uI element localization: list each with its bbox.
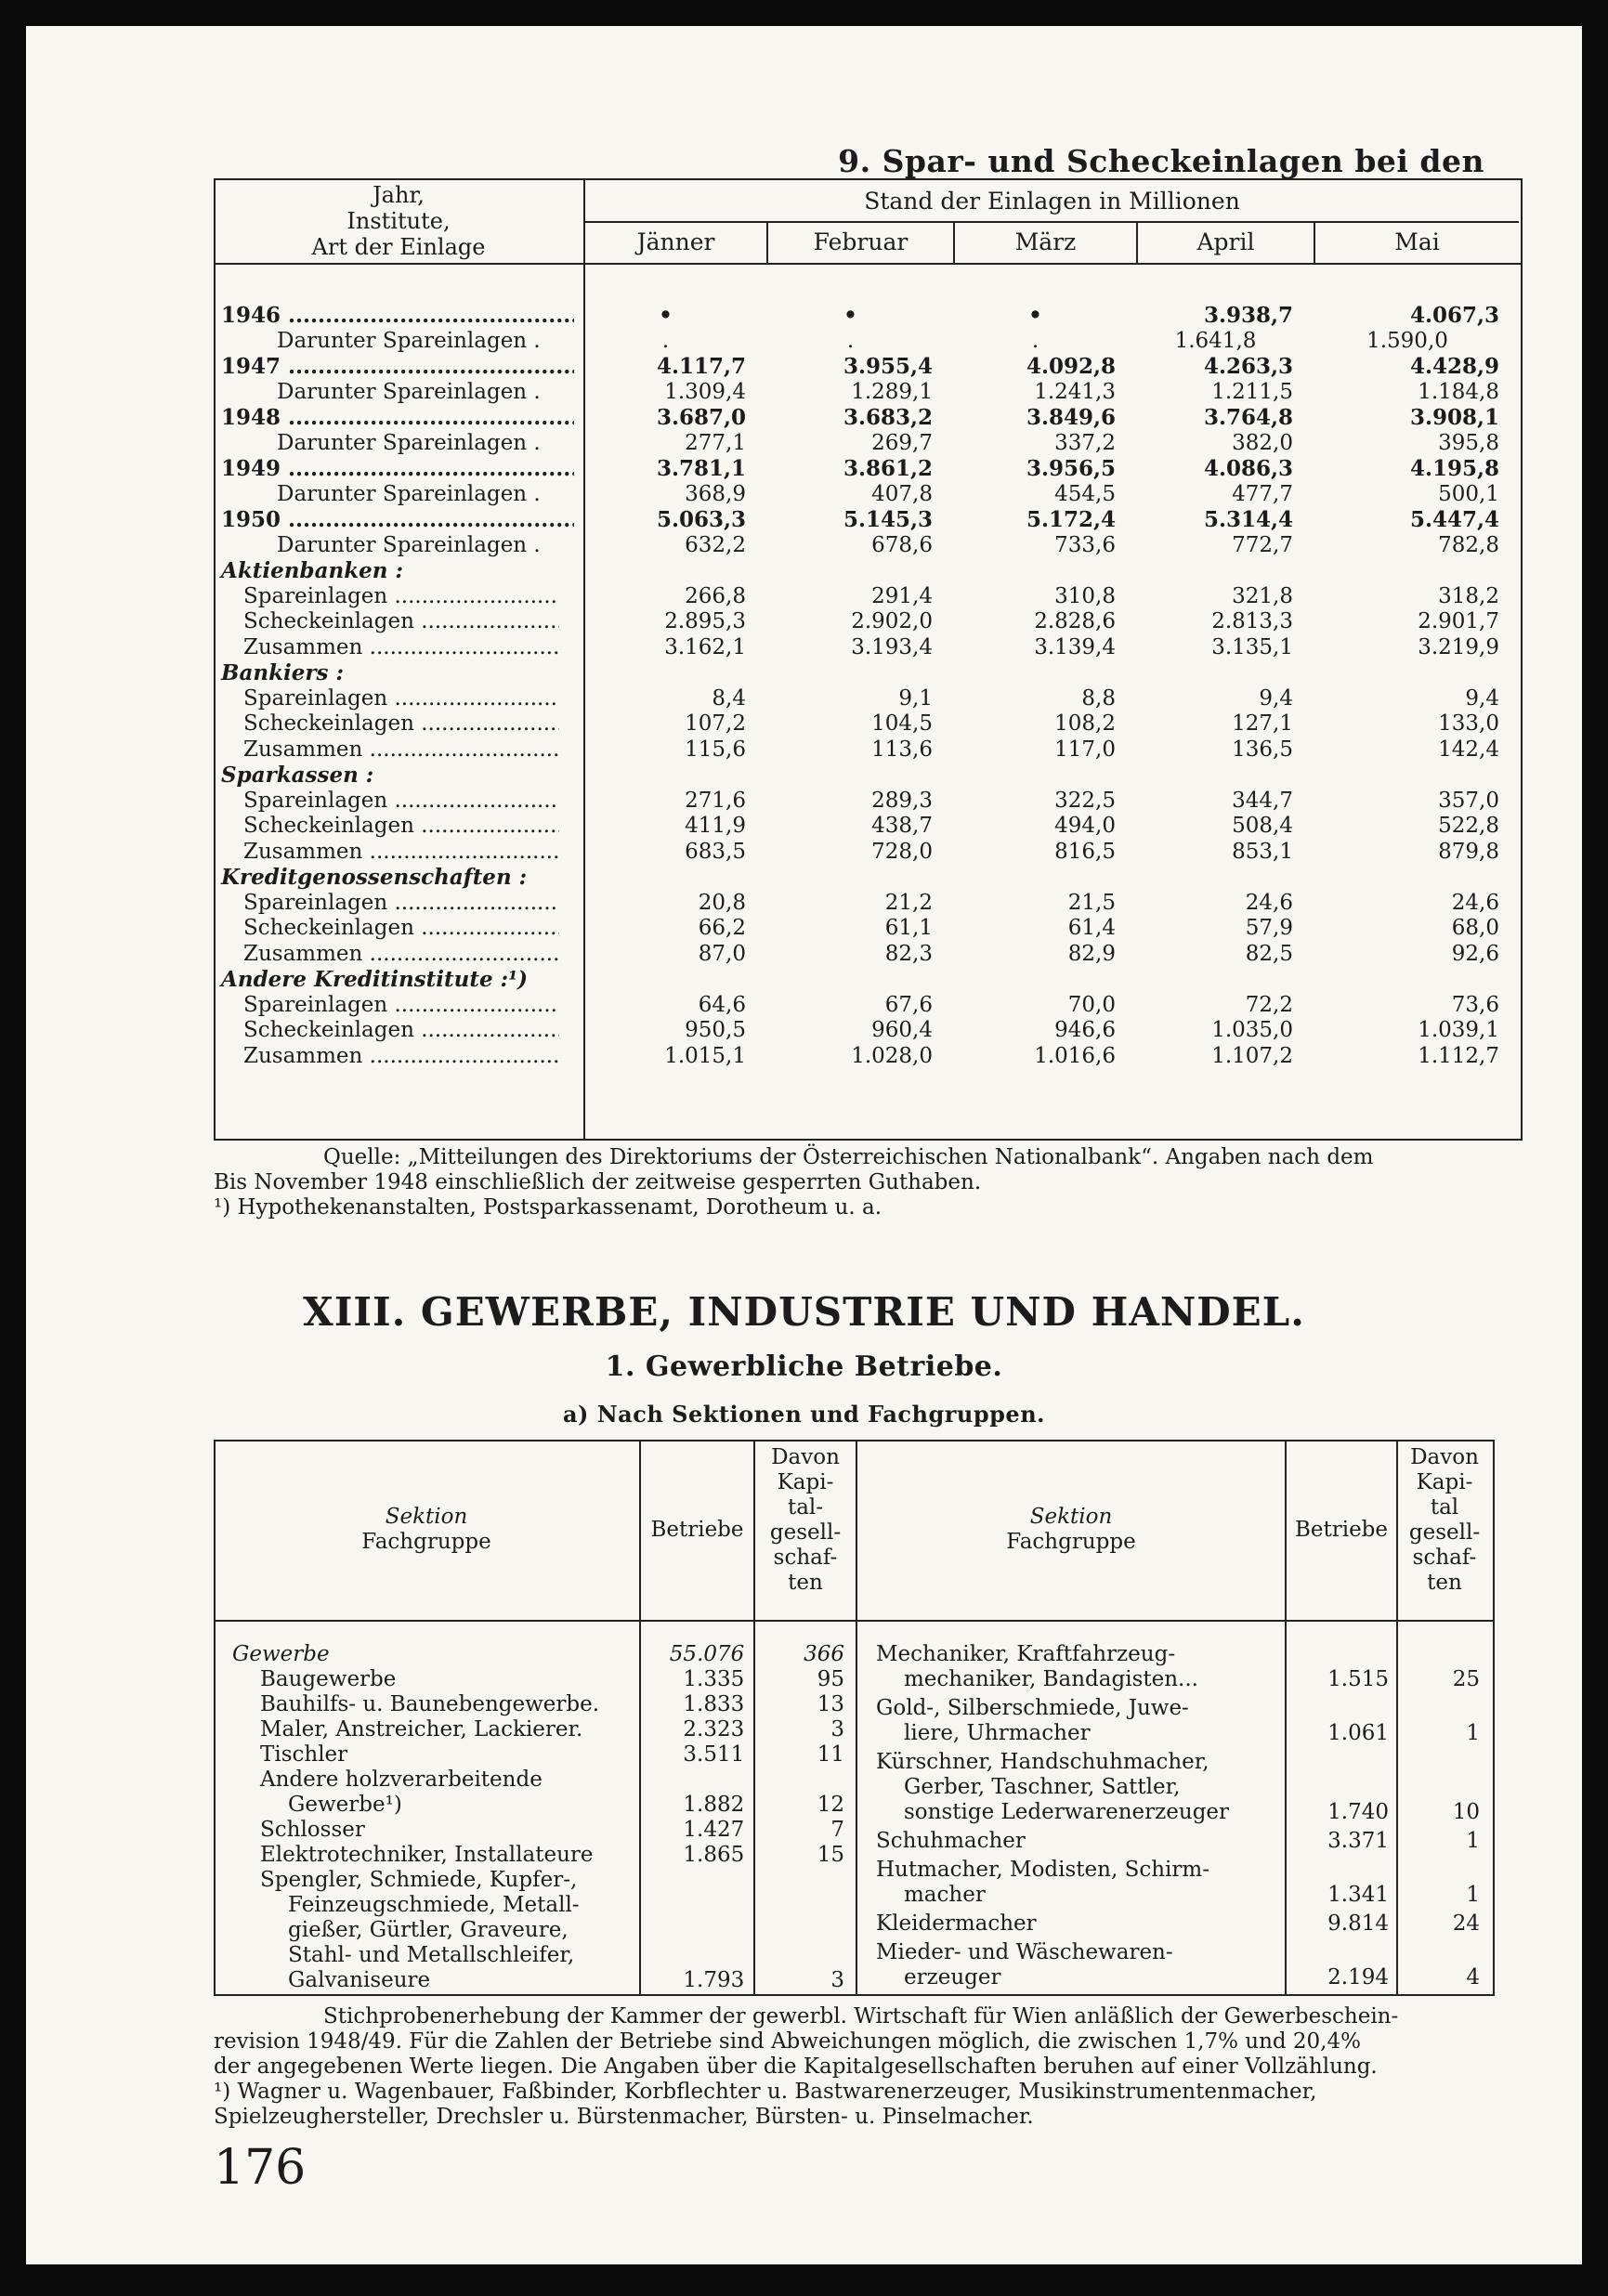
row-label: Spareinlagen ..... [214,993,585,1019]
table-row [214,354,1522,380]
table-row [214,558,1522,584]
list-item: Mechaniker, Kraftfahrzeug- mechaniker, Bandagisten... 1.515 25 [857,1642,1491,1692]
betriebe-value: 3.371 [1327,1829,1389,1853]
list-item: Andere holzverarbeitende Gewerbe¹) 1.882 12 [214,1768,856,1818]
row-label: Zusammen ..... [214,737,585,763]
cell-value: 117,0 [1054,737,1116,762]
footnote: ¹) Wagner u. Wagenbauer, Faßbinder, Korbflechter u. Bastwarenerzeuger, Musikinstrumentenmacher, [214,2080,1317,2104]
cell-value: . [846,328,855,353]
table-row [214,967,1522,993]
cell-value: 3.908,1 [1409,405,1499,430]
cell-value: 318,2 [1438,583,1499,608]
table-row [214,329,1522,355]
table1-row-header: Jahr, Institute, Art der Einlage [311,182,486,260]
table-row [214,840,1522,866]
betriebe-value: 3.511 [683,1742,745,1767]
table-row [214,431,1522,457]
cell-value: 2.828,6 [1034,609,1116,633]
cell-value: 4.263,3 [1203,354,1293,379]
cell-value: 73,6 [1451,992,1499,1017]
list-item: Baugewerbe 1.335 95 [214,1667,856,1692]
row-label: Darunter Spareinlagen . [277,379,541,404]
davon-value: 25 [1452,1667,1480,1691]
cell-value: 68,0 [1451,916,1499,940]
row-label: Sparkassen : [221,763,374,788]
cell-value: 24,6 [1451,890,1499,915]
cell-value [585,763,768,789]
cell-value: 4.086,3 [1203,456,1293,481]
cell-value [768,865,955,891]
cell-value: 853,1 [1232,839,1293,864]
table-row [214,686,1522,712]
davon-value: 3 [830,1968,844,1992]
list-item: Schuhmacher 3.371 1 [857,1829,1491,1854]
table-row [214,380,1522,406]
cell-value [1315,660,1522,686]
davon-header-right: Davon Kapi- tal gesell- schaf- ten [1408,1445,1481,1595]
cell-value: 322,5 [1054,788,1116,813]
betriebe-header: Betriebe [650,1518,744,1542]
cell-value [955,967,1138,993]
list-item: Bauhilfs- u. Baunebengewerbe. 1.833 13 [214,1692,856,1717]
davon-value: 10 [1452,1800,1480,1824]
cell-value [1315,763,1522,789]
cell-value: 500,1 [1438,481,1499,506]
row-label: Darunter Spareinlagen . [277,532,541,557]
cell-value [585,865,768,891]
betriebe-value: 1.833 [683,1692,745,1716]
cell-value: 5.145,3 [843,507,933,532]
cell-value: 733,6 [1054,532,1116,557]
cell-value: 3.219,9 [1418,634,1499,659]
cell-value: 522,8 [1438,814,1499,838]
table2-notes [214,2004,1547,2130]
davon-value: 366 [804,1642,844,1666]
table1-body [214,303,1522,1069]
row-label: Kreditgenossenschaften : [221,865,528,890]
list-item: Kleidermacher 9.814 24 [857,1911,1491,1937]
cell-value: 5.447,4 [1409,507,1499,532]
table-row [214,405,1522,431]
davon-header: Davon Kapi- tal- gesell- schaf- ten [769,1445,842,1595]
cell-value: 411,9 [685,814,746,838]
cell-value: 269,7 [871,430,933,455]
cell-value: 20,8 [698,890,746,915]
list-item: Gewerbe 55.076 366 [214,1642,856,1667]
cell-value: 5.063,3 [656,507,746,532]
cell-value: 1.015,1 [664,1043,746,1068]
cell-value: 61,4 [1067,916,1116,940]
betriebe-value: 55.076 [669,1642,745,1666]
row-label: Bankiers : [221,660,344,685]
cell-value: 3.193,4 [851,634,933,659]
table1-header-bottom-rule [214,263,1521,265]
table-row [214,456,1522,482]
cell-value: 368,9 [685,481,746,506]
cell-value: • [659,303,673,328]
cell-value [1315,865,1522,891]
note-line: Stichprobenerhebung der Kammer der gewerbl. Wirtschaft für Wien anläßlich der Gewerbeschein- [323,2004,1399,2029]
betriebe-value: 1.427 [683,1818,745,1842]
cell-value: 107,2 [685,711,746,736]
davon-value: 1 [1466,1721,1480,1745]
cell-value: 3.938,7 [1203,303,1293,328]
cell-value: 61,1 [884,916,933,940]
cell-value: 57,9 [1245,916,1293,940]
table-row [214,1018,1522,1044]
cell-value: 72,2 [1245,992,1293,1017]
cell-value [1138,763,1315,789]
cell-value: 357,0 [1438,788,1499,813]
note-line: revision 1948/49. Für die Zahlen der Betriebe sind Abweichungen möglich, die zwischen 1,7% und 20,4% [214,2029,1361,2054]
davon-value: 15 [817,1843,844,1867]
list-item: Elektrotechniker, Installateure 1.865 15 [214,1843,856,1868]
cell-value: 92,6 [1451,941,1499,966]
table-row [214,609,1522,635]
cell-value: 4.067,3 [1409,303,1499,328]
sektion-header-right: Sektion Fachgruppe [1006,1505,1136,1554]
cell-value: 3.849,6 [1026,405,1116,430]
row-label: 1947 ..... [214,354,585,380]
cell-value [585,660,768,686]
cell-value: 1.309,4 [664,379,746,404]
cell-value: 477,7 [1232,481,1293,506]
betriebe-value: 2.194 [1327,1965,1389,1989]
betriebe-value: 1.341 [1327,1883,1389,1907]
davon-value: 12 [817,1793,844,1817]
row-label: Spareinlagen ..... [214,789,585,815]
list-item: Schlosser 1.427 7 [214,1818,856,1843]
table1-header-rule [585,221,1519,223]
table2-right-body [857,1642,1491,1994]
cell-value [768,660,955,686]
cell-value [585,558,768,584]
cell-value: 266,8 [685,583,746,608]
list-item: Spengler, Schmiede, Kupfer-, Feinzeugschmiede, Metall- gießer, Gürtler, Graveure, Stahl- und Metallschleifer, Galvaniseure 1.793 3 [214,1868,856,1993]
row-label: Zusammen ..... [214,635,585,661]
cell-value: 277,1 [685,430,746,455]
cell-value [1138,865,1315,891]
cell-value [955,558,1138,584]
davon-value: 95 [817,1667,844,1691]
list-item: Mieder- und Wäschewaren- erzeuger 2.194 4 [857,1940,1491,1990]
section-title: 9. Spar- und Scheckeinlagen bei den [838,143,1484,179]
cell-value: 2.895,3 [664,609,746,633]
cell-value [768,967,955,993]
row-label: Zusammen ..... [214,942,585,968]
row-label: Scheckeinlagen ..... [214,711,585,737]
table-row [214,533,1522,559]
cell-value: 382,0 [1232,430,1293,455]
row-label: Darunter Spareinlagen . [277,430,541,455]
cell-value [1138,660,1315,686]
cell-value: 3.162,1 [664,634,746,659]
betriebe-value: 1.515 [1327,1667,1389,1691]
davon-value: 24 [1452,1911,1480,1936]
subtitle: 1. Gewerbliche Betriebe. [605,1350,1003,1383]
cell-value: 21,2 [884,890,933,915]
cell-value: 1.035,0 [1211,1018,1293,1042]
row-label: Scheckeinlagen ..... [214,814,585,840]
cell-value: 3.683,2 [843,405,933,430]
cell-value: 291,4 [871,583,933,608]
table-row [214,584,1522,610]
table2-left-body [214,1642,856,1993]
row-label: 1949 ..... [214,456,585,482]
cell-value: 3.955,4 [843,354,933,379]
cell-value [1315,967,1522,993]
davon-value: 4 [1466,1965,1480,1989]
table-row [214,303,1522,329]
note-line: der angegebenen Werte liegen. Die Angaben über die Kapitalgesellschaften beruhen auf einer Vollzählung. [214,2055,1378,2079]
betriebe-value: 2.323 [683,1717,745,1742]
row-label: 1950 ..... [214,507,585,533]
cell-value [955,763,1138,789]
cell-value: 9,4 [1465,685,1499,711]
row-label: 1948 ..... [214,405,585,431]
cell-value: 142,4 [1438,737,1499,762]
footnote: ¹) Hypothekenanstalten, Postsparkassenamt, Dorotheum u. a. [214,1195,882,1220]
cell-value: 950,5 [685,1018,746,1042]
betriebe-value: 1.335 [683,1667,745,1691]
list-item: Maler, Anstreicher, Lackierer. 2.323 3 [214,1717,856,1742]
cell-value: 728,0 [871,839,933,864]
subtitle-a: a) Nach Sektionen und Fachgruppen. [562,1401,1046,1428]
cell-value: 3.861,2 [843,456,933,481]
cell-value: 5.172,4 [1026,507,1116,532]
cell-value: 494,0 [1054,814,1116,838]
table1-span-header: Stand der Einlagen in Millionen [864,188,1240,215]
cell-value: . [1031,328,1039,353]
betriebe-value: 1.740 [1327,1800,1389,1824]
cell-value: 3.139,4 [1034,634,1116,659]
cell-value: 678,6 [871,532,933,557]
cell-value: 1.211,5 [1211,379,1293,404]
cell-value [768,763,955,789]
cell-value: 3.764,8 [1203,405,1293,430]
page [26,26,1582,2264]
table-row [214,891,1522,917]
cell-value: 136,5 [1232,737,1293,762]
table-row [214,865,1522,891]
row-label: Scheckeinlagen ..... [214,916,585,942]
row-label: 1946 ..... [214,303,585,329]
cell-value: 4.195,8 [1409,456,1499,481]
row-label: Spareinlagen ..... [214,584,585,610]
betriebe-value: 1.061 [1327,1721,1389,1745]
cell-value: 133,0 [1438,711,1499,736]
cell-value [1315,558,1522,584]
cell-value: 2.813,3 [1211,609,1293,633]
cell-value: 438,7 [871,814,933,838]
betriebe-value: 9.814 [1327,1911,1389,1936]
cell-value [955,660,1138,686]
table-row [214,916,1522,942]
cell-value: 2.902,0 [851,609,933,633]
cell-value: 108,2 [1054,711,1116,736]
cell-value: 115,6 [685,737,746,762]
month-header: März [1014,228,1077,255]
table-row [214,942,1522,968]
month-header: Februar [813,228,909,255]
cell-value: 8,8 [1081,685,1116,711]
cell-value: 782,8 [1438,532,1499,557]
list-item: Kürschner, Handschuhmacher, Gerber, Taschner, Sattler, sonstige Lederwarenerzeuger 1.740 10 [857,1750,1491,1825]
cell-value: 4.117,7 [656,354,746,379]
cell-value: 1.641,8 [1174,328,1257,353]
table1-notes [214,1145,1542,1220]
row-label: Scheckeinlagen ..... [214,1018,585,1044]
cell-value: 1.039,1 [1418,1018,1499,1042]
davon-value: 7 [830,1818,844,1842]
list-item: Tischler 3.511 11 [214,1742,856,1768]
month-header: Jänner [636,228,715,255]
cell-value: • [843,303,857,328]
footnote-cont: Spielzeughersteller, Drechsler u. Bürstenmacher, Bürsten- u. Pinselmacher. [214,2105,1034,2129]
row-label: Andere Kreditinstitute :¹) [221,967,529,992]
row-label: Aktienbanken : [221,558,403,583]
cell-value: 4.092,8 [1026,354,1116,379]
cell-value: 21,5 [1067,890,1116,915]
cell-value: 104,5 [871,711,933,736]
cell-value: • [1028,303,1042,328]
row-label: Scheckeinlagen ..... [214,609,585,635]
row-label: Spareinlagen ..... [214,891,585,917]
cell-value: 1.184,8 [1418,379,1499,404]
row-label: Darunter Spareinlagen . [277,328,541,353]
cell-value: 3.781,1 [656,456,746,481]
cell-value [768,558,955,584]
table-row [214,507,1522,533]
davon-value: 11 [817,1742,844,1767]
betriebe-value: 1.882 [683,1793,745,1817]
cell-value: 2.901,7 [1418,609,1499,633]
davon-value: 13 [817,1692,844,1716]
betriebe-value: 1.793 [683,1968,745,1992]
table-row [214,763,1522,789]
cell-value: 344,7 [1232,788,1293,813]
row-label: Darunter Spareinlagen . [277,481,541,506]
cell-value: 816,5 [1054,839,1116,864]
cell-value: 113,6 [871,737,933,762]
cell-value: 87,0 [698,941,746,966]
table-row [214,1044,1522,1070]
cell-value: 683,5 [685,839,746,864]
table-row [214,789,1522,815]
cell-value: 66,2 [698,916,746,940]
source-note: Quelle: „Mitteilungen des Direktoriums der Österreichischen Nationalbank“. Angaben nach dem [323,1145,1374,1169]
cell-value: 289,3 [871,788,933,813]
cell-value: 67,6 [884,992,933,1017]
cell-value: 3.135,1 [1211,634,1293,659]
table-row [214,711,1522,737]
cell-value [585,967,768,993]
cell-value: 64,6 [698,992,746,1017]
cell-value: 9,4 [1259,685,1293,711]
table-row [214,814,1522,840]
cell-value: 82,9 [1067,941,1116,966]
page-number: 176 [214,2140,307,2196]
cell-value [955,865,1138,891]
cell-value: 9,1 [898,685,933,711]
cell-value: 632,2 [685,532,746,557]
cell-value: 1.028,0 [851,1043,933,1068]
cell-value: 24,6 [1245,890,1293,915]
cell-value: 1.107,2 [1211,1043,1293,1068]
cell-value: 772,7 [1232,532,1293,557]
cell-value: 3.956,5 [1026,456,1116,481]
cell-value: 82,3 [884,941,933,966]
table-row [214,737,1522,763]
cell-value: . [661,328,670,353]
cell-value: 1.289,1 [851,379,933,404]
cell-value: 395,8 [1438,430,1499,455]
cell-value: 8,4 [712,685,746,711]
list-item: Hutmacher, Modisten, Schirm- macher 1.341 1 [857,1858,1491,1908]
month-header: April [1196,228,1255,255]
row-label: Spareinlagen ..... [214,686,585,712]
cell-value: 70,0 [1067,992,1116,1017]
table-row [214,993,1522,1019]
row-label: Zusammen ..... [214,840,585,866]
betriebe-value: 1.865 [683,1843,745,1867]
cell-value: 1.016,6 [1034,1043,1116,1068]
cell-value: 321,8 [1232,583,1293,608]
cell-value: 1.590,0 [1366,328,1448,353]
cell-value: 879,8 [1438,839,1499,864]
cell-value: 310,8 [1054,583,1116,608]
davon-value: 3 [830,1717,844,1742]
row-label: Zusammen ..... [214,1044,585,1070]
table-row [214,660,1522,686]
cell-value: 337,2 [1054,430,1116,455]
davon-value: 1 [1466,1883,1480,1907]
list-item: Gold-, Silberschmiede, Juwe- liere, Uhrmacher 1.061 1 [857,1696,1491,1746]
month-header: Mai [1394,228,1440,255]
chapter-title: XIII. GEWERBE, INDUSTRIE UND HANDEL. [303,1289,1305,1335]
cell-value [1138,967,1315,993]
davon-value: 1 [1466,1829,1480,1853]
cell-value [1138,558,1315,584]
cell-value: 1.241,3 [1034,379,1116,404]
cell-value: 3.687,0 [656,405,746,430]
betriebe-header-right: Betriebe [1294,1518,1389,1542]
table2-header-rule [214,1620,1493,1622]
cell-value: 960,4 [871,1018,933,1042]
cell-value: 508,4 [1232,814,1293,838]
cell-value: 1.112,7 [1418,1043,1499,1068]
table-row [214,635,1522,661]
cell-value: 946,6 [1054,1018,1116,1042]
cell-value: 5.314,4 [1203,507,1293,532]
cell-value: 82,5 [1245,941,1293,966]
cell-value: 271,6 [685,788,746,813]
sektion-header: Sektion Fachgruppe [361,1505,491,1554]
cell-value: 127,1 [1232,711,1293,736]
cell-value: 4.428,9 [1409,354,1499,379]
cell-value: 454,5 [1054,481,1116,506]
table-row [214,482,1522,508]
note-line: Bis November 1948 einschließlich der zeitweise gesperrten Guthaben. [214,1170,982,1194]
cell-value: 407,8 [871,481,933,506]
